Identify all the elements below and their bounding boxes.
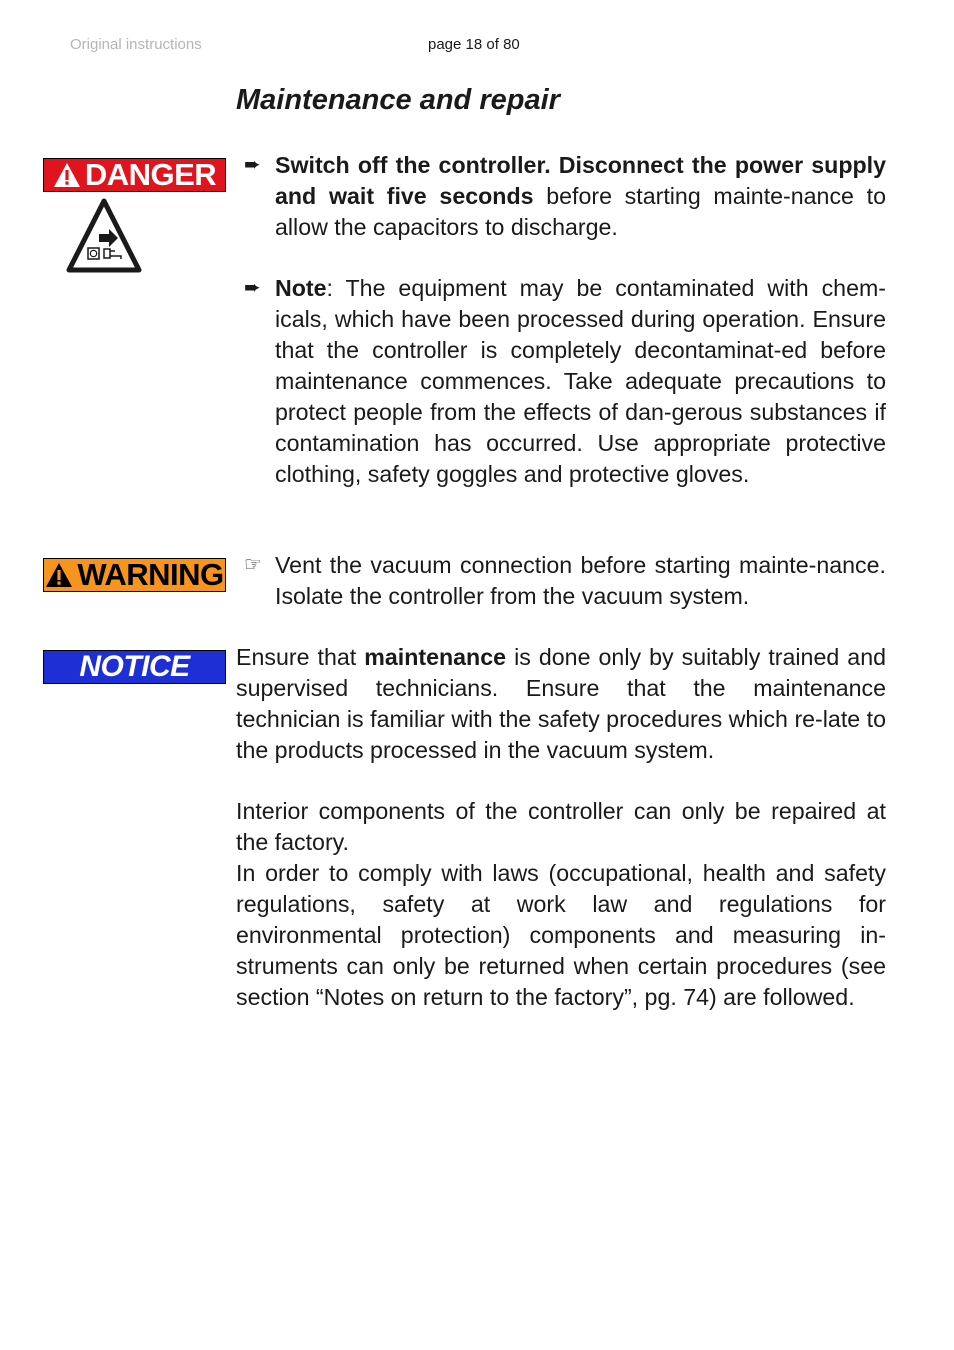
arrow-right-icon: ➨: [244, 154, 261, 176]
warning-triangle-icon: [45, 562, 73, 588]
notice-paragraph: [236, 642, 886, 766]
warning-instruction: [244, 550, 886, 612]
warning-badge-label: WARNING: [77, 557, 224, 592]
notice-text-post: is done only by suitably trained and supervised technicians. Ensure that the maintenance technician is familiar with the safety procedures which re-late to the products processed in the vacuum system.: [236, 644, 886, 763]
note-instruction: [244, 273, 886, 490]
warning-instruction-text: Vent the vacuum connection before starting mainte-nance. Isolate the controller from the vacuum system.: [275, 552, 886, 609]
section-title: Maintenance and repair: [236, 84, 560, 116]
danger-instruction: [244, 150, 886, 243]
notice-text-bold: maintenance: [364, 644, 507, 670]
note-text: : The equipment may be contaminated with chem-icals, which have been processed during operation. Ensure that the controller is completely decontaminat-ed before maintenance commences. Take adequate precautions to protect people from the effects of dan-gerous substances if contamination has occurred. Use appropriate protective clothing, safety goggles and protective gloves.: [275, 275, 886, 487]
notice-badge-label: NOTICE: [79, 650, 190, 683]
danger-badge-label: DANGER: [84, 157, 217, 192]
notice-text-pre: Ensure that: [236, 644, 365, 670]
page-number: page 18 of 80: [428, 36, 520, 53]
return-paragraph: In order to comply with laws (occupational, health and safety regulations, safety at work law and regulations for environmental protection) components and measuring in-struments can only be returned when certain procedures (see section “Notes on return to the factory”, pg. 74) are followed.: [236, 860, 886, 1010]
arrow-right-icon: ➨: [244, 277, 261, 299]
danger-instruction-text: before starting mainte-nance to allow the capacitors to discharge.: [275, 183, 886, 240]
danger-instruction-bold: Switch off the controller. Disconnect the power supply and wait five seconds: [275, 152, 886, 209]
warning-badge: [43, 558, 226, 592]
repair-paragraph: Interior components of the controller can only be repaired at the factory.: [236, 798, 886, 855]
notice-badge: [43, 650, 226, 684]
disconnect-power-hazard-icon: [66, 198, 142, 274]
note-label: Note: [275, 275, 327, 301]
pointing-hand-icon: ☞: [244, 554, 262, 576]
warning-triangle-icon: [53, 162, 81, 188]
document-source-label: Original instructions: [70, 36, 202, 53]
danger-badge: [43, 158, 226, 192]
